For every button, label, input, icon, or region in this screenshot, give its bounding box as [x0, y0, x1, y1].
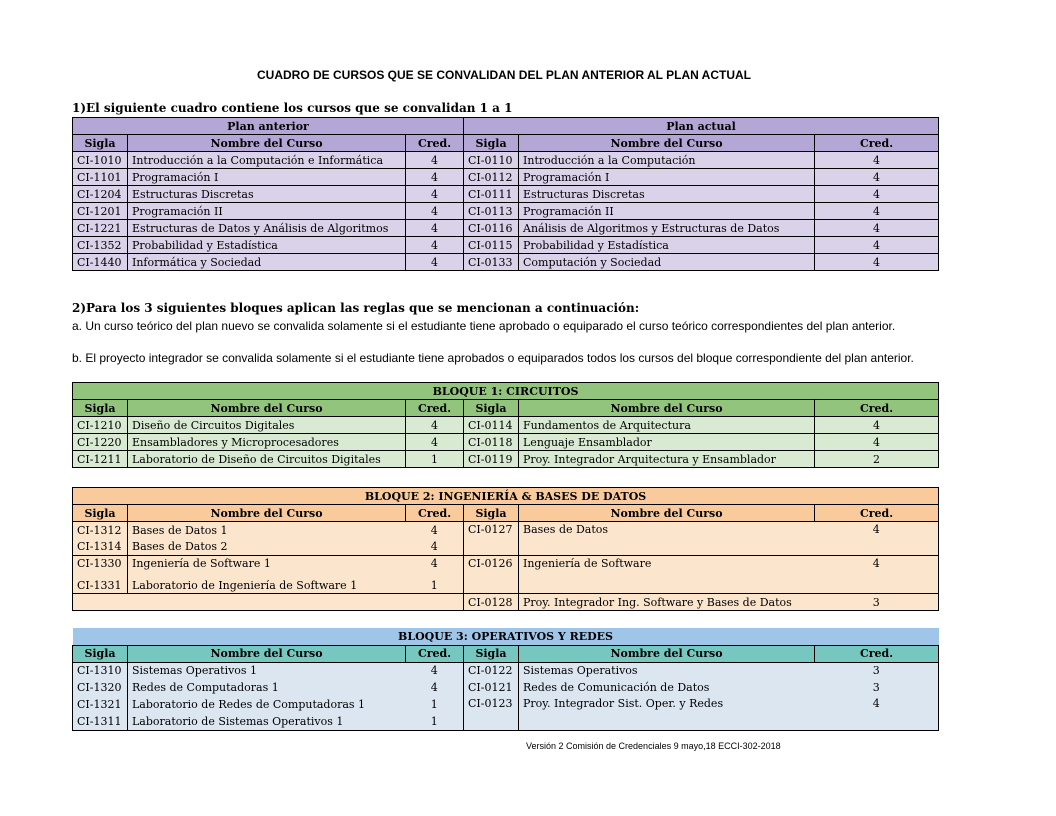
sigla-cell: CI-1101: [73, 169, 128, 186]
table-row: [73, 169, 939, 186]
cred-cell: 4: [406, 254, 464, 271]
sigla-cell: CI-1201: [73, 203, 128, 220]
nombre-cell: Bases de Datos 1: [128, 522, 406, 539]
col-sigla: Sigla: [73, 135, 128, 152]
nombre-cell: Lenguaje Ensamblador: [519, 434, 815, 451]
col-sigla: Sigla: [464, 135, 519, 152]
nombre-cell: Laboratorio de Diseño de Circuitos Digitales: [128, 451, 406, 468]
table-row: [73, 237, 939, 254]
cred-cell: 4: [406, 539, 464, 556]
sigla-cell: CI-1211: [73, 451, 128, 468]
col-cred: Cred.: [406, 505, 464, 522]
bloque3-title: BLOQUE 3: OPERATIVOS Y REDES: [73, 628, 939, 645]
cred-cell: 4: [815, 556, 939, 594]
col-nombre: Nombre del Curso: [128, 505, 406, 522]
bloque2-title: BLOQUE 2: INGENIERÍA & BASES DE DATOS: [73, 488, 939, 505]
convalidation-table-1-a-1: [72, 117, 939, 271]
column-header-row: [73, 400, 939, 417]
cred-cell: 3: [815, 662, 939, 679]
cred-cell: 4: [406, 556, 464, 578]
nombre-cell: Sistemas Operativos: [519, 662, 815, 679]
cred-cell: 4: [406, 522, 464, 539]
empty-cell: [73, 594, 464, 611]
cred-cell: 4: [406, 203, 464, 220]
col-sigla: Sigla: [73, 505, 128, 522]
bloque1-title: BLOQUE 1: CIRCUITOS: [73, 383, 939, 400]
cred-cell: 1: [406, 451, 464, 468]
sigla-cell: CI-0111: [464, 186, 519, 203]
col-nombre: Nombre del Curso: [519, 400, 815, 417]
nombre-cell: Introducción a la Computación e Informática: [128, 152, 406, 169]
cred-cell: 4: [815, 186, 939, 203]
cred-cell: 4: [815, 696, 939, 730]
sigla-cell: CI-1221: [73, 220, 128, 237]
section2-heading: 2)Para los 3 siguientes bloques aplican las reglas que se mencionan a continuación:: [72, 301, 640, 315]
table-row: [73, 203, 939, 220]
nombre-cell: Diseño de Circuitos Digitales: [128, 417, 406, 434]
nombre-cell: Proy. Integrador Ing. Software y Bases de Datos: [519, 594, 815, 611]
column-header-row: [73, 645, 939, 662]
col-cred: Cred.: [815, 400, 939, 417]
sigla-cell: CI-1330: [73, 556, 128, 578]
nombre-cell: Estructuras de Datos y Análisis de Algoritmos: [128, 220, 406, 237]
nombre-cell: Bases de Datos 2: [128, 539, 406, 556]
nombre-cell: Laboratorio de Sistemas Operativos 1: [128, 713, 406, 730]
cred-cell: 2: [815, 451, 939, 468]
nombre-cell: Proy. Integrador Arquitectura y Ensamblador: [519, 451, 815, 468]
nombre-cell: Proy. Integrador Sist. Oper. y Redes: [519, 696, 815, 730]
col-cred: Cred.: [406, 645, 464, 662]
cred-cell: 4: [815, 522, 939, 556]
cred-cell: 3: [815, 679, 939, 696]
sigla-cell: CI-1320: [73, 679, 128, 696]
nombre-cell: Programación I: [128, 169, 406, 186]
cred-cell: 4: [815, 169, 939, 186]
nombre-cell: Programación II: [519, 203, 815, 220]
sigla-cell: CI-0123: [464, 696, 519, 730]
bloque1-table: [72, 382, 939, 468]
col-cred: Cred.: [406, 135, 464, 152]
table-row: [73, 417, 939, 434]
table-row: [73, 152, 939, 169]
cred-cell: 4: [815, 220, 939, 237]
nombre-cell: Ensambladores y Microprocesadores: [128, 434, 406, 451]
cred-cell: 4: [815, 254, 939, 271]
cred-cell: 1: [406, 578, 464, 594]
nombre-cell: Sistemas Operativos 1: [128, 662, 406, 679]
version-footer: Versión 2 Comisión de Credenciales 9 mayo,18 ECCI-302-2018: [526, 741, 781, 751]
cred-cell: 4: [815, 203, 939, 220]
nombre-cell: Computación y Sociedad: [519, 254, 815, 271]
cred-cell: 1: [406, 696, 464, 713]
sigla-cell: CI-1352: [73, 237, 128, 254]
cred-cell: 4: [406, 434, 464, 451]
nombre-cell: Ingeniería de Software: [519, 556, 815, 594]
col-sigla: Sigla: [73, 400, 128, 417]
rule-b: b. El proyecto integrador se convalida solamente si el estudiante tiene aprobados o equiparados todos los cursos del bloque correspondiente del plan anterior.: [72, 351, 914, 365]
table-row: [73, 434, 939, 451]
cred-cell: 4: [406, 417, 464, 434]
sigla-cell: CI-1210: [73, 417, 128, 434]
cred-cell: 4: [406, 169, 464, 186]
bloque3-table: [72, 628, 939, 731]
cred-cell: 4: [815, 434, 939, 451]
cred-cell: 4: [406, 220, 464, 237]
sigla-cell: CI-0133: [464, 254, 519, 271]
table-row: [73, 220, 939, 237]
table-row: [73, 662, 939, 679]
column-header-row: [73, 135, 939, 152]
cred-cell: 4: [815, 152, 939, 169]
col-nombre: Nombre del Curso: [519, 505, 815, 522]
sigla-cell: CI-0116: [464, 220, 519, 237]
col-cred: Cred.: [815, 505, 939, 522]
sigla-cell: CI-1314: [73, 539, 128, 556]
nombre-cell: Fundamentos de Arquitectura: [519, 417, 815, 434]
nombre-cell: Redes de Comunicación de Datos: [519, 679, 815, 696]
table-row: [73, 451, 939, 468]
sigla-cell: CI-0118: [464, 434, 519, 451]
plan-anterior-header: Plan anterior: [73, 118, 464, 135]
nombre-cell: Probabilidad y Estadística: [128, 237, 406, 254]
nombre-cell: Estructuras Discretas: [128, 186, 406, 203]
sigla-cell: CI-0126: [464, 556, 519, 594]
nombre-cell: Redes de Computadoras 1: [128, 679, 406, 696]
nombre-cell: Análisis de Algoritmos y Estructuras de Datos: [519, 220, 815, 237]
col-sigla: Sigla: [73, 645, 128, 662]
col-nombre: Nombre del Curso: [128, 645, 406, 662]
nombre-cell: Laboratorio de Ingeniería de Software 1: [128, 578, 406, 594]
rule-a: a. Un curso teórico del plan nuevo se convalida solamente si el estudiante tiene aprobado o equiparado el curso teórico correspondientes del plan anterior.: [72, 319, 896, 333]
plan-actual-header: Plan actual: [464, 118, 939, 135]
sigla-cell: CI-0121: [464, 679, 519, 696]
sigla-cell: CI-0115: [464, 237, 519, 254]
cred-cell: 4: [815, 417, 939, 434]
col-cred: Cred.: [815, 645, 939, 662]
sigla-cell: CI-1220: [73, 434, 128, 451]
nombre-cell: Ingeniería de Software 1: [128, 556, 406, 578]
sigla-cell: CI-1321: [73, 696, 128, 713]
cred-cell: 3: [815, 594, 939, 611]
cred-cell: 4: [406, 679, 464, 696]
table-row: [73, 594, 939, 611]
col-sigla: Sigla: [464, 505, 519, 522]
cred-cell: 4: [406, 152, 464, 169]
sigla-cell: CI-0122: [464, 662, 519, 679]
sigla-cell: CI-0127: [464, 522, 519, 556]
sigla-cell: CI-0113: [464, 203, 519, 220]
nombre-cell: Informática y Sociedad: [128, 254, 406, 271]
nombre-cell: Programación II: [128, 203, 406, 220]
nombre-cell: Bases de Datos: [519, 522, 815, 556]
sigla-cell: CI-1331: [73, 578, 128, 594]
sigla-cell: CI-1440: [73, 254, 128, 271]
col-sigla: Sigla: [464, 645, 519, 662]
table-row: [73, 522, 939, 539]
bloque2-table: [72, 487, 939, 611]
table-row: [73, 254, 939, 271]
col-cred: Cred.: [815, 135, 939, 152]
table-row: [73, 696, 939, 713]
sigla-cell: CI-0119: [464, 451, 519, 468]
sigla-cell: CI-1311: [73, 713, 128, 730]
document-title: CUADRO DE CURSOS QUE SE CONVALIDAN DEL PLAN ANTERIOR AL PLAN ACTUAL: [256, 68, 751, 82]
sigla-cell: CI-1310: [73, 662, 128, 679]
nombre-cell: Introducción a la Computación: [519, 152, 815, 169]
nombre-cell: Estructuras Discretas: [519, 186, 815, 203]
cred-cell: 4: [406, 662, 464, 679]
col-cred: Cred.: [406, 400, 464, 417]
cred-cell: 1: [406, 713, 464, 730]
nombre-cell: Programación I: [519, 169, 815, 186]
sigla-cell: CI-0114: [464, 417, 519, 434]
table-row: [73, 556, 939, 578]
sigla-cell: CI-1010: [73, 152, 128, 169]
col-nombre: Nombre del Curso: [519, 135, 815, 152]
nombre-cell: Probabilidad y Estadística: [519, 237, 815, 254]
col-nombre: Nombre del Curso: [519, 645, 815, 662]
column-header-row: [73, 505, 939, 522]
cred-cell: 4: [406, 186, 464, 203]
col-sigla: Sigla: [464, 400, 519, 417]
cred-cell: 4: [815, 237, 939, 254]
table-row: [73, 679, 939, 696]
cred-cell: 4: [406, 237, 464, 254]
sigla-cell: CI-0112: [464, 169, 519, 186]
sigla-cell: CI-1204: [73, 186, 128, 203]
col-nombre: Nombre del Curso: [128, 400, 406, 417]
section1-heading: 1)El siguiente cuadro contiene los cursos que se convalidan 1 a 1: [72, 101, 513, 115]
col-nombre: Nombre del Curso: [128, 135, 406, 152]
sigla-cell: CI-0110: [464, 152, 519, 169]
sigla-cell: CI-1312: [73, 522, 128, 539]
nombre-cell: Laboratorio de Redes de Computadoras 1: [128, 696, 406, 713]
table-row: [73, 186, 939, 203]
sigla-cell: CI-0128: [464, 594, 519, 611]
